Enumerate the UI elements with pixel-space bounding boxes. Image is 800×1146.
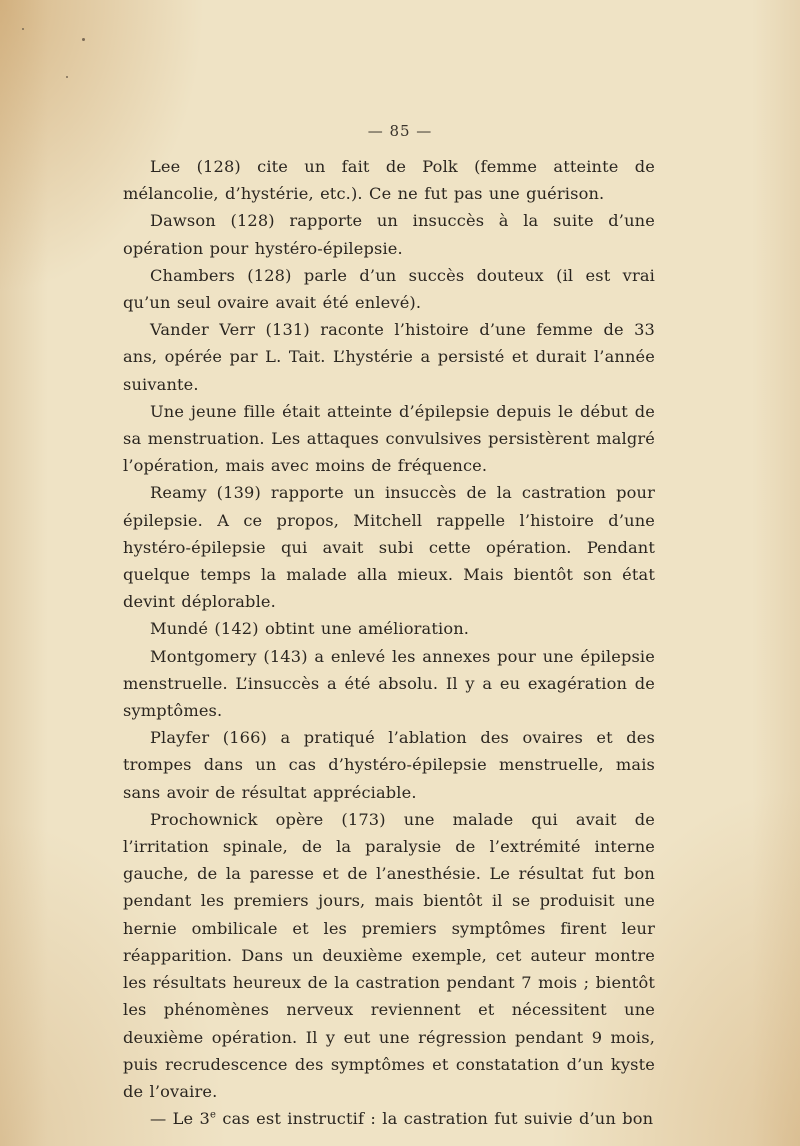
- paragraph-playfer: Playfer (166) a pratiqué l’ablation des ovaires et des trompes dans un cas d’hystéro-épilepsie menstruelle, mais sans avoir de résultat appréciable.: [123, 728, 655, 802]
- ink-speck: [82, 38, 85, 41]
- paragraph-montgomery: Montgomery (143) a enlevé les annexes pour une épilepsie menstruelle. L’insuccès a été absolu. Il y a eu exagération de symptômes.: [123, 646, 655, 721]
- paragraph-prochownick: Prochownick opère (173) une malade qui avait de l’irritation spinale, de la paralysie de l’extrémité interne gauche, de la paresse et de l’anesthésie. Le résultat fut bon pendant les premiers jours, mais bientôt il se produisit une hernie ombilicale et les premiers symptômes firent leur réapparition. Dans un deuxième exemple, cet auteur montre les résultats heureux de la castration pendant 7 mois ; bientôt les phénomènes nerveux reviennent et nécessitent une deuxième opération. Il y eut une régression pendant 9 mois, puis recrudescence des symptômes et constatation d’un kyste de l’ovaire.: [123, 809, 655, 1101]
- paragraph-reamy: Reamy (139) rapporte un insuccès de la castration pour épilepsie. A ce propos, Mitchell rappelle l’histoire d’une hystéro-épilepsie qui avait subi cette opération. Pendant quelque temps la malade alla mieux. Mais bientôt son état devint déplorable.: [123, 483, 655, 612]
- ink-speck: [66, 76, 68, 78]
- paragraph-vander-verr: Vander Verr (131) raconte l’histoire d’une femme de 33 ans, opérée par L. Tait. L’hystérie a persisté et durait l’année suivante.: [123, 320, 655, 394]
- ink-speck: [22, 28, 24, 30]
- paragraph-munde: Mundé (142) obtint une amélioration.: [150, 619, 470, 639]
- paragraph-chambers: Chambers (128) parle d’un succès douteux (il est vrai qu’un seul ovaire avait été enlevé).: [123, 265, 655, 313]
- paragraph-lee: Lee (128) cite un fait de Polk (femme atteinte de mélancolie, d’hystérie, etc.). Ce ne fut pas une guérison.: [123, 157, 655, 204]
- paragraph-troisieme-cas: — Le 3e cas est instructif : la castration fut suivie d’un bon: [150, 1109, 654, 1129]
- body-text: [123, 153, 655, 1132]
- page-number: — 85 —: [367, 122, 433, 140]
- paragraph-jeune-fille: Une jeune fille était atteinte d’épilepsie depuis le début de sa menstruation. Les attaques convulsives persistèrent malgré l’opération, mais avec moins de fréquence.: [123, 401, 655, 476]
- paragraph-dawson: Dawson (128) rapporte un insuccès à la suite d’une opération pour hystéro-épilepsie.: [123, 211, 655, 258]
